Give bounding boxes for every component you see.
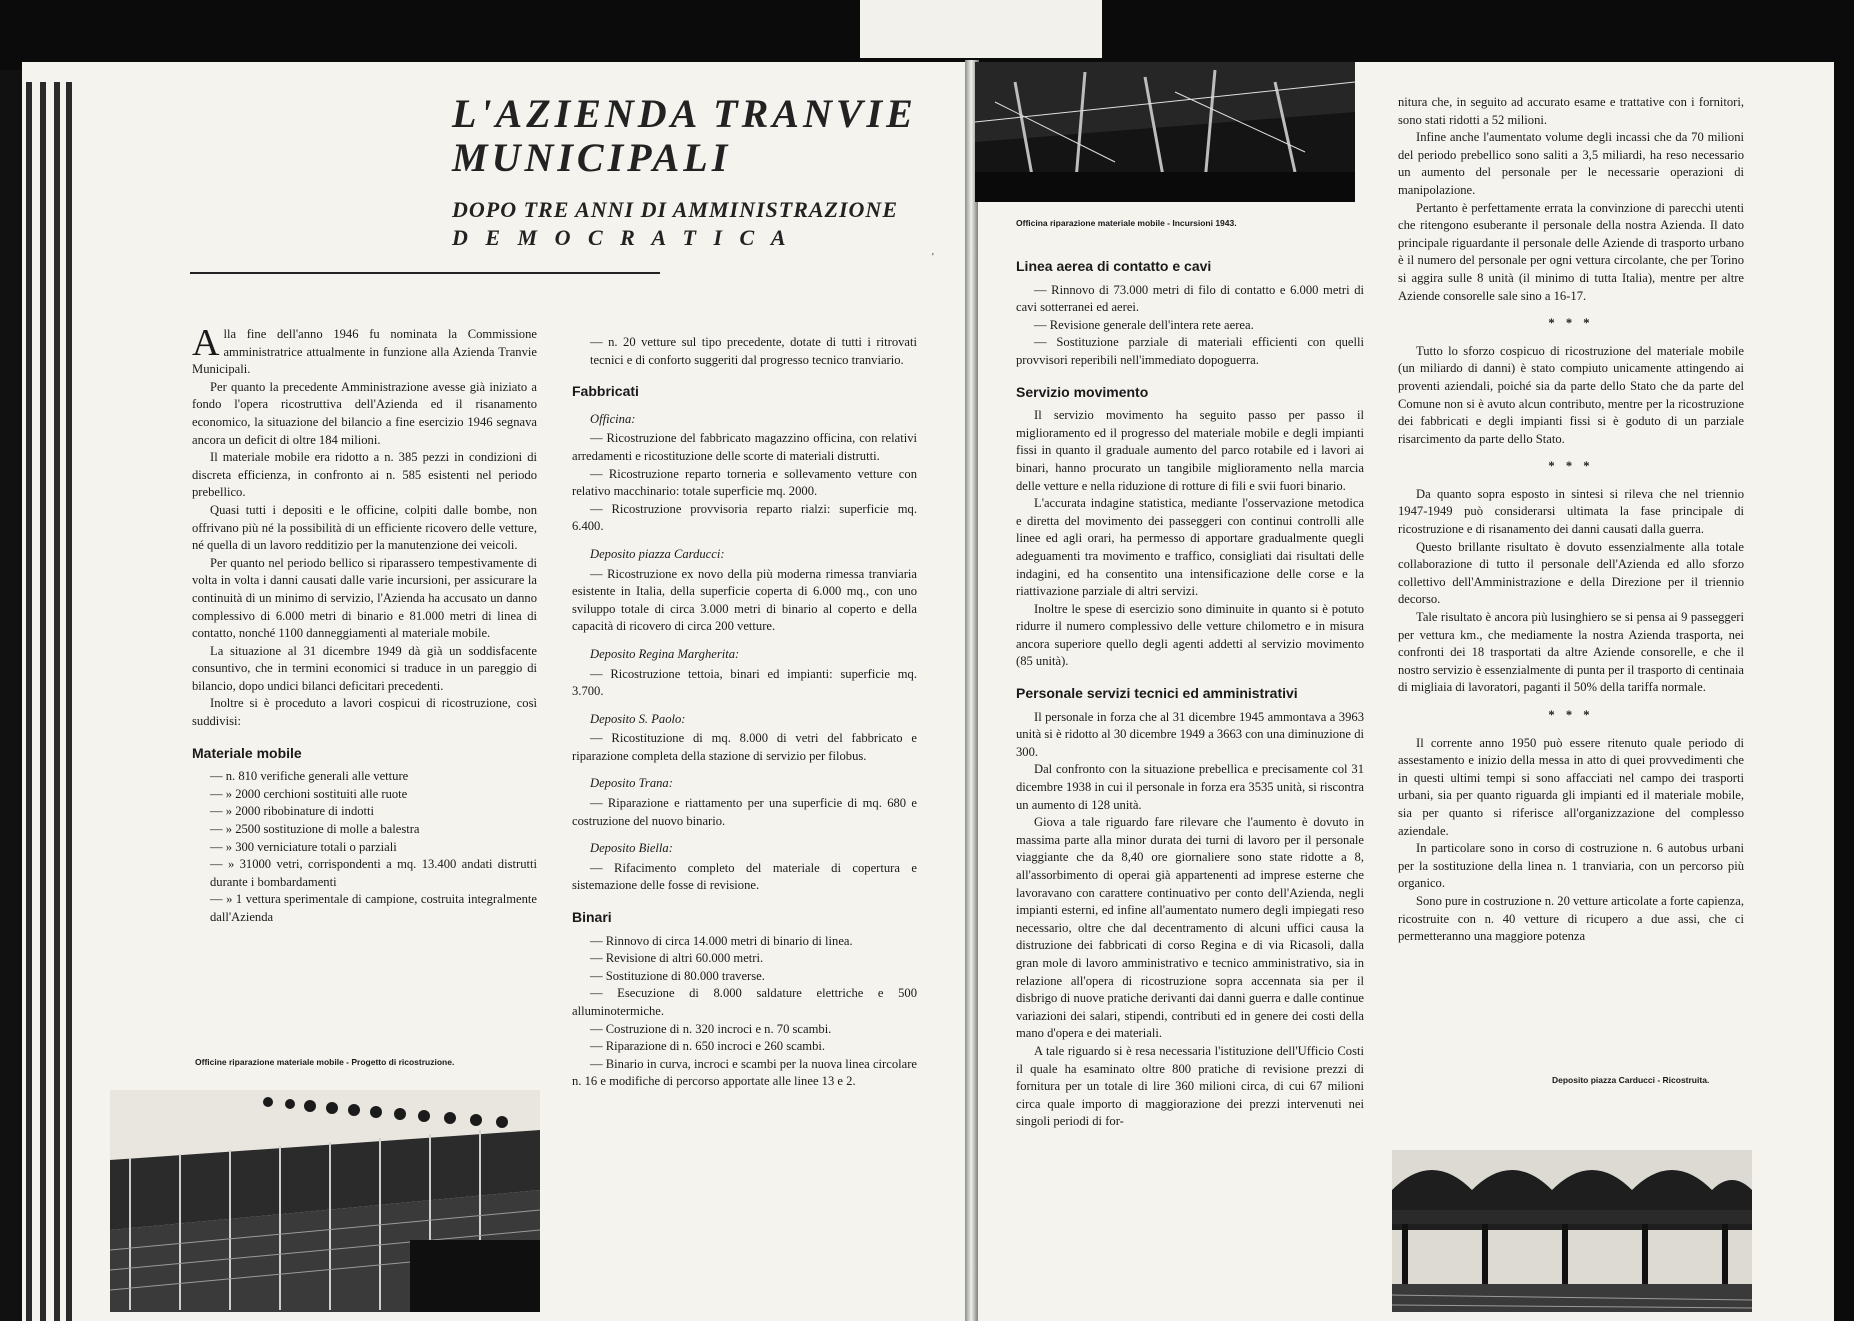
paragraph: Per quanto nel periodo bellico si riparassero tempestivamente di volta in volta i danni causati dalle varie incursioni, per assicurare la continuità di un minimo di servizio, l'Azienda ha accusato un danno complessivo di 6.000 metri di binario e 81.000 metri di linea di contatto, nonché 1100 danneggiamenti al materiale mobile. [192, 555, 537, 641]
paragraph: — Ricostituzione di mq. 8.000 di vetri del fabbricato e riparazione completa della stazione di servizio per filobus. [572, 731, 917, 763]
section-heading-servizio: Servizio movimento [1016, 383, 1149, 400]
paragraph: — Riparazione e riattamento per una superficie di mq. 680 e costruzione del nuovo binario. [572, 796, 917, 828]
paragraph: Il servizio movimento ha seguito passo per passo il miglioramento ed il progresso del materiale mobile e degli impianti fissi in quanto il graduale aumento del parco rotabile ed i lavori ai binari, hanno procurato un tangibile miglioramento nella marcia delle vetture e nella riduzione di rotture di fili e svii fuori binario. [1016, 408, 1364, 493]
subtitle-line-1: DOPO TRE ANNI DI AMMINISTRAZIONE [452, 197, 898, 222]
page-edges [22, 62, 84, 1321]
column-3 [1016, 254, 1364, 1131]
photo-carducci-image [1392, 1150, 1752, 1312]
section-heading-linea: Linea aerea di contatto e cavi [1016, 258, 1212, 274]
list-item: — » 31000 vetri, corrispondenti a mq. 13.400 andati distrutti durante i bombardamenti [210, 857, 537, 889]
photo-carducci [1392, 1150, 1752, 1312]
list-item: — » 2000 cerchioni sostituiti alle ruote [210, 786, 408, 801]
paragraph: — Rinnovo di 73.000 metri di filo di contatto e 6.000 metri di cavi sotterranei ed aerei. [1016, 282, 1364, 315]
paragraph: Pertanto è perfettamente errata la convinzione di parecchi utenti che ritengono esuberante il personale della nostra Azienda. Il dato principale riguardante il personale delle Aziende di trasporto urbano è il numero del personale per ogni vettura circolante, che per Torino si aggira sulle 8 unità (il minimo di tutta Italia), mentre per altre Aziende consorelle sale sino a 16-17. [1398, 200, 1744, 303]
intro-paragraph [192, 322, 537, 379]
intro-text: lla fine dell'anno 1946 fu nominata la Commissione amministratrice attualmente in funzione alla Azienda Tranvie Municipali. [192, 327, 537, 377]
paragraph: Tale risultato è ancora più lusinghiero se si pensa ai 9 passeggeri per vettura km., che mediamente la nostra Azienda trasporta, nei confronti dei 18 trasportati da altre Aziende consorelle, e che il nostro servizio è essenzialmente di punta per il trasporto di centinaia di migliaia di lavoratori, paganti il 50% della tariffa normale. [1398, 610, 1744, 695]
paragraph: Da quanto sopra esposto in sintesi si rileva che nel triennio 1947-1949 può considerarsi ultimata la fase principale di ricostruzione e di risanamento dei danni causati dalla guerra. [1398, 486, 1744, 537]
section-divider: * * * [1548, 459, 1594, 474]
paragraph: Il personale in forza che al 31 dicembre 1945 ammontava a 3963 unità si è ridotto al 30 dicembre 1949 a 3663 con una diminuzione di 300. [1016, 709, 1364, 759]
subheading-carducci: Deposito piazza Carducci: [590, 546, 725, 561]
paragraph: — Ricostruzione reparto torneria e sollevamento vetture con relativo macchinario: totale superficie mq. 2000. [572, 466, 917, 499]
paragraph: — Binario in curva, incroci e scambi per la nuova linea circolare n. 16 e modifiche di percorso apportate alle linee 13 e 2. [572, 1056, 917, 1089]
photo-officine-image [110, 1090, 540, 1312]
article-title [452, 92, 917, 180]
photo-caption-incursioni: Officina riparazione materiale mobile - Incursioni 1943. [1016, 218, 1237, 228]
paragraph: — Revisione di altri 60.000 metri. [590, 951, 764, 966]
section-heading-binari: Binari [572, 909, 612, 926]
section-heading-personale: Personale servizi tecnici ed amministrativi [1016, 685, 1298, 702]
section-divider: * * * [1548, 316, 1594, 331]
paragraph: — Rinnovo di circa 14.000 metri di binario di linea. [590, 933, 853, 948]
paragraph: Infine anche l'aumentato volume degli incassi che da 70 milioni del periodo prebellico sono saliti a 3,5 miliardi, ha reso necessario un aumento del personale per le necessarie operazioni di manipolazione. [1398, 130, 1744, 197]
paragraph: In particolare sono in corso di costruzione n. 6 autobus urbani per la sostituzione della linea n. 1 tranviaria, con un percorso più organico. [1398, 841, 1744, 891]
paragraph: — Esecuzione di 8.000 saldature elettriche e 500 alluminotermiche. [572, 986, 917, 1018]
paragraph: — Ricostruzione tettoia, binari ed impianti: superficie mq. 3.700. [572, 666, 917, 699]
paragraph: L'accurata indagine statistica, mediante l'osservazione metodica e diretta del movimento dei passeggeri con continui controlli alle linee ed agli orari, ha permesso di apportare gradualmente quegli adeguamenti tra movimento e traffico, consigliati dai risultati delle indagini, ed ha consentito una intensificazione delle corse e la riattivazione parziale di altri servizi. [1016, 496, 1364, 599]
subtitle-line-2: D E M O C R A T I C A [452, 225, 792, 250]
title-line-1: L'AZIENDA TRANVIE [452, 91, 917, 136]
list-item: — » 2500 sostituzione di molle a balestra [210, 822, 420, 837]
stray-mark: ' [932, 252, 934, 263]
drop-cap: A [192, 322, 220, 364]
scan-gap [860, 0, 1102, 58]
scan-right-border [1834, 0, 1854, 1321]
paragraph: Inoltre le spese di esercizio sono diminuite in quanto si è potuto ridurre il numero complessivo delle vetture chilometro e in misura ancora superiore quello degli agenti addetti al servizio movimento (85 unità). [1016, 601, 1364, 669]
section-divider: * * * [1548, 708, 1594, 722]
paragraph: Giova a tale riguardo fare rilevare che l'aumento è dovuto in massima parte alla minor durata dei turni di lavoro per il personale viaggiante che da 8,40 ore giornaliere sono state ridotte a 8, all'assorbimento di operai già appartenenti ad imprese esterne che lavoravano con carattere continuativo per conto dell'Azienda, negli impianti esterni, ed infine all'aumentato numero degli impiegati reso necessario, oltre che dal decentramento di alcuni uffici causa la distruzione dei fabbricati di corso Regina e di via Ricasoli, dalla gran mole di lavoro amministrativo e tecnico amministrativo, sia in relazione all'opera di ricostruzione sopra accennata sia per il disbrigo di nuove pratiche derivanti dai danni guerra e dalle continue variazioni dei salari, stipendi, contributi ed in genere dei costi della mano d'opera e dei materiali. [1016, 815, 1364, 1041]
paragraph: Questo brillante risultato è dovuto essenzialmente alla totale collaborazione di tutto il personale dell'Azienda ed allo sforzo collettivo dell'Amministrazione e della Direzione per il triennio decorso. [1398, 539, 1744, 607]
article-subtitle [452, 196, 898, 252]
paragraph: — Sostituzione parziale di materiali efficienti con quelli provvisori reperibili nell'immediato dopoguerra. [1016, 335, 1364, 367]
photo-caption-officine: Officine riparazione materiale mobile - Progetto di ricostruzione. [195, 1057, 455, 1067]
paragraph: — Costruzione di n. 320 incroci e n. 70 scambi. [590, 1021, 832, 1036]
title-rule [190, 272, 660, 274]
photo-incursioni [975, 62, 1355, 202]
list-item: — n. 810 verifiche generali alle vetture [210, 769, 409, 784]
column-1 [192, 322, 537, 927]
paragraph: nitura che, in seguito ad accurato esame e trattative con i fornitori, sono stati ridotti a 52 milioni. [1398, 95, 1744, 127]
paragraph: — Ricostruzione del fabbricato magazzino officina, con relativi arredamenti e ricostituzione delle scorte di materiali distrutti. [572, 431, 917, 463]
list-item: — » 1 vettura sperimentale di campione, costruita integralmente dall'Azienda [210, 892, 537, 924]
paragraph: — Sostituzione di 80.000 traverse. [590, 968, 765, 983]
paragraph: — Ricostruzione ex novo della più moderna rimessa tranviaria esistente in Italia, della superficie coperta di 6.000 mq., con uno sviluppo totale di circa 3.000 metri di binario al coperto e della capacità di ricovero di circa 200 vetture. [572, 566, 917, 634]
paragraph: Il materiale mobile era ridotto a n. 385 pezzi in condizioni di discreta efficienza, in confronto ai n. 585 esistenti nel periodo prebellico. [192, 450, 537, 500]
list-item: — » 300 verniciature totali o parziali [210, 839, 397, 854]
paragraph: La situazione al 31 dicembre 1949 dà già un soddisfacente consuntivo, che in termini economici si traduce in un pareggio di bilancio, dopo undici bilanci deficitari precedenti. [192, 643, 537, 693]
photo-officine [110, 1090, 540, 1312]
subheading-trana: Deposito Trana: [590, 776, 673, 791]
title-line-2: MUNICIPALI [452, 135, 732, 180]
list-item: — » 2000 ribobinature di indotti [210, 804, 375, 819]
book-spine [965, 60, 979, 1321]
photo-caption-carducci: Deposito piazza Carducci - Ricostruita. [1552, 1075, 1710, 1085]
paragraph: Per quanto la precedente Amministrazione avesse già iniziato a fondo l'opera ricostruttiva dell'Azienda ed il risanamento economico, la situazione del bilancio a fine esercizio 1946 segnava ancora un deficit di oltre 184 milioni. [192, 379, 537, 447]
paragraph: Tutto lo sforzo cospicuo di ricostruzione del materiale mobile (un miliardo di danni) è stato compiuto unicamente attingendo ai proventi aziendali, poiché sia da parte dello Stato che da parte del Comune non si è avuto alcun contributo, mentre per la ricostruzione dei fabbricati e degli impianti fissi si è goduto di un parziale risarcimento da parte dello Stato. [1398, 343, 1744, 446]
subheading-regina: Deposito Regina Margherita: [590, 646, 740, 661]
column-4 [1398, 94, 1744, 946]
subheading-paolo: Deposito S. Paolo: [590, 711, 686, 726]
paragraph: — Rifacimento completo del materiale di copertura e sistemazione delle fosse di revisione. [572, 860, 917, 893]
paragraph: Il corrente anno 1950 può essere ritenuto quale periodo di assestamento e inizio della messa in atto di quei provvedimenti che in questi ultimi tempi si sono affacciati nel campo dei trasporti urbani, sia per quanto riguarda gli impianti ed il materiale mobile, sia per quanto si riferisce all'organizzazione del complesso aziendale. [1398, 735, 1744, 838]
paragraph: — Ricostruzione provvisoria reparto rialzi: superficie mq. 6.400. [572, 501, 917, 534]
paragraph: Sono pure in costruzione n. 20 vetture articolate a forte capienza, ricostruite con n. 40 vetture di ricupero a due assi, che ci permetteranno una maggiore potenza [1398, 893, 1745, 944]
paragraph: — Riparazione di n. 650 incroci e 260 scambi. [590, 1039, 826, 1054]
subheading-officina: Officina: [590, 411, 636, 426]
section-heading-fabbricati: Fabbricati [572, 383, 639, 400]
paragraph: Inoltre si è proceduto a lavori cospicui di ricostruzione, così suddivisi: [192, 696, 537, 729]
section-heading-materiale: Materiale mobile [192, 744, 302, 761]
list-item: — n. 20 vetture sul tipo precedente, dotate di tutti i ritrovati tecnici e di conforto suggeriti dal progresso tecnico tranviario. [590, 335, 917, 367]
paragraph: A tale riguardo si è resa necessaria l'istituzione dell'Ufficio Costi il quale ha esaminato oltre 800 pratiche di revisione prezzi di fornitura per un totale di lire 360 milioni circa, di cui 67 milioni circa quale importo di maggiorazione dei prezzi intervenuti nei singoli periodi di for- [1016, 1043, 1364, 1129]
paragraph: — Revisione generale dell'intera rete aerea. [1034, 317, 1254, 332]
subheading-biella: Deposito Biella: [590, 841, 673, 856]
paragraph: Dal confronto con la situazione prebellica e precisamente col 31 dicembre 1938 in cui il personale in forza era 3535 unità, si riscontra un aumento di 128 unità. [1016, 762, 1364, 812]
paragraph: Quasi tutti i depositi e le officine, colpiti dalle bombe, non offrivano più né la possibilità di un efficiente ricovero delle vetture, né quella di un lavoro redditizio per la manutenzione dei veicoli. [192, 502, 537, 553]
photo-incursioni-image [975, 62, 1355, 202]
column-2 [572, 334, 917, 1091]
